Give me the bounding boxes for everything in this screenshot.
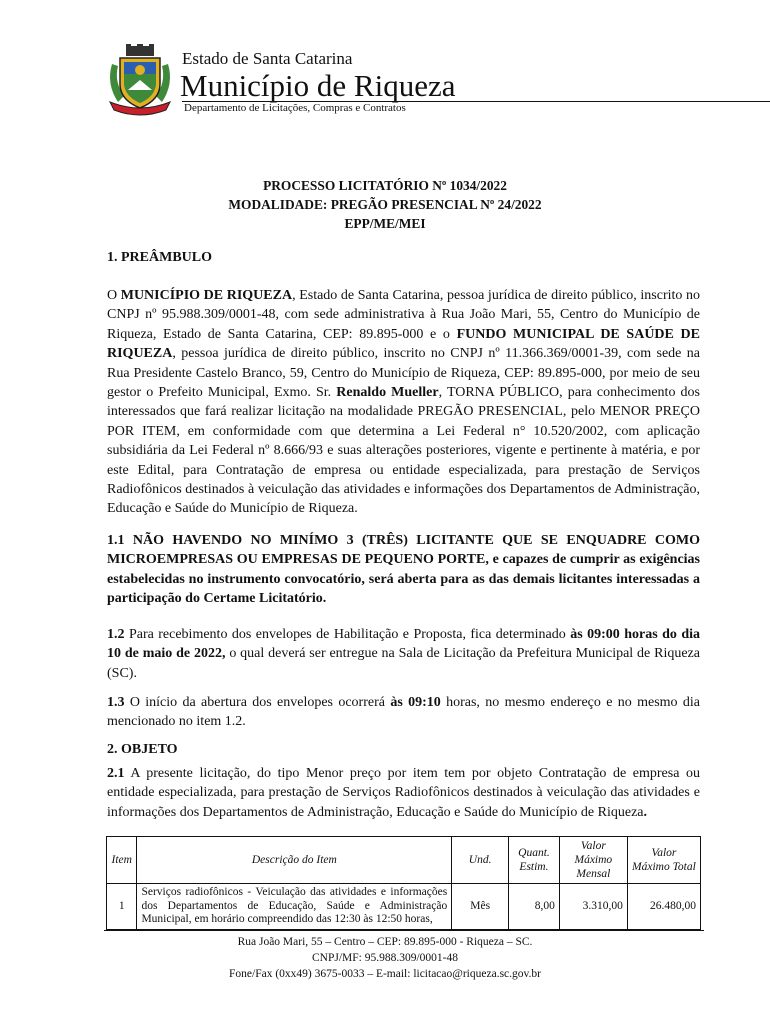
clause-2-1 [107, 764, 700, 822]
clause-1-3 [107, 693, 700, 732]
municipality-name: Município de Riqueza [180, 68, 456, 103]
process-title: PROCESSO LICITATÓRIO Nº 1034/2022 [263, 178, 507, 193]
footer-contact: Fone/Fax (0xx49) 3675-0033 – E-mail: licitacao@riqueza.sc.gov.br [229, 968, 541, 980]
health-fund-bold: FUNDO MUNICIPAL DE SAÚDE DE RIQUEZA [107, 326, 700, 362]
letterhead [104, 44, 664, 120]
delivery-datetime-bold: às 09:00 horas do dia 10 de maio de 2022, [107, 627, 700, 662]
clause-number: 1.3 [107, 695, 125, 710]
cell-description: Serviços radiofônicos - Veiculação das atividades e informações dos Departamentos de Educação, Saúde e Administração Municipal, em horário compreendido das 12:30 às 12:50 horas, [137, 884, 452, 930]
table-header-row [107, 837, 701, 884]
text-run: Para recebimento dos envelopes de Habilitação e Proposta, fica determinado [124, 627, 571, 642]
cell-unit: Mês [452, 884, 509, 930]
header-max-total: Valor Máximo Total [627, 837, 700, 884]
text-run: , Estado de Santa Catarina, pessoa jurídica de direito público, inscrito no CNPJ nº 95.988.309/0001-48, com sede administrativa à Rua João Mari, 55, Centro do Município de Riqueza, Estado de Santa Catarina, CEP: 89.895-000 e o [107, 288, 701, 342]
text-run: horas, no mesmo endereço e no mesmo dia mencionado no item 1.2. [107, 695, 700, 730]
state-name: Estado de Santa Catarina [182, 49, 353, 68]
municipality-bold: MUNICÍPIO DE RIQUEZA [120, 288, 293, 303]
text-run: O [107, 288, 121, 303]
preamble-paragraph [107, 286, 700, 519]
table-row [107, 884, 701, 930]
clause-number: 2.1 [107, 766, 125, 781]
cell-max-total: 26.480,00 [627, 884, 700, 930]
modality-title: MODALIDADE: PREGÃO PRESENCIAL Nº 24/2022 [228, 197, 542, 212]
cell-item: 1 [107, 884, 137, 930]
text-run: . [643, 804, 647, 820]
clause-number: 1.2 [107, 627, 125, 642]
header-quantity: Quant. Estim. [509, 837, 560, 884]
footer-divider [104, 930, 704, 931]
document-titles [0, 176, 770, 233]
cell-quantity: 8,00 [509, 884, 560, 930]
mayor-name-bold: Renaldo Mueller [336, 385, 439, 401]
footer-cnpj: CNPJ/MF: 95.988.309/0001-48 [311, 952, 458, 964]
items-table [106, 836, 701, 930]
text-run: A presente licitação, do tipo Menor preço por item tem por objeto Contratação de empresa ou entidade especializada, para prestação de Serviços Radiofônicos destinados à veiculação das atividades e informações dos Departamentos de Administração, Educação e Saúde do Município de Riqueza [107, 766, 700, 820]
opening-time-bold: às 09:10 [390, 695, 441, 710]
clause-1-2 [107, 625, 700, 683]
text-run: , pessoa jurídica de direito público, inscrito no CNPJ nº 11.366.369/0001-39, com sede na Rua Presidente Castelo Branco, 59, Centro do Município de Riqueza, CEP: 89.895-000, por meio de seu gestor o Prefeito Municipal, Exmo. Sr. [107, 346, 700, 401]
department-name: Departamento de Licitações, Compras e Contratos [184, 102, 406, 114]
municipal-coat-of-arms-icon [104, 44, 176, 116]
cell-max-monthly: 3.310,00 [559, 884, 627, 930]
section-2-heading: 2. OBJETO [107, 742, 178, 757]
footer [0, 934, 770, 982]
header-unit: Und. [452, 837, 509, 884]
section-1-heading: 1. PREÂMBULO [107, 250, 212, 265]
header-item: Item [107, 837, 137, 884]
header-description: Descrição do Item [137, 837, 452, 884]
footer-address: Rua João Mari, 55 – Centro – CEP: 89.895-000 - Riqueza – SC. [237, 936, 533, 948]
header-max-monthly: Valor Máximo Mensal [559, 837, 627, 884]
text-run: O início da abertura dos envelopes ocorrerá [124, 695, 391, 710]
category-title: EPP/ME/MEI [344, 216, 426, 231]
clause-1-1: 1.1 NÃO HAVENDO NO MINÍMO 3 (TRÊS) LICITANTE QUE SE ENQUADRE COMO MICROEMPRESAS OU EMPRESAS DE PEQUENO PORTE, e capazes de cumprir as exigências estabelecidas no instrumento convocatório, será aberta para as das demais licitantes interessadas a participação do Certame Licitatório. [107, 533, 700, 607]
text-run: o qual deverá ser entregue na Sala de Licitação da Prefeitura Municipal de Riqueza (SC). [107, 646, 700, 681]
text-run: , TORNA PÚBLICO, para conhecimento dos interessados que fará realizar licitação na modalidade PREGÃO PRESENCIAL, pelo MENOR PREÇO POR ITEM, em conformidade com que determina a Lei Federal n° 10.520/2002, com aplicação subsidiária da Lei Federal nº 8.666/93 e suas alterações posteriores, vigente e pertinente à matéria, e por este Edital, para Contratação de empresa ou entidade especializada, para prestação de Serviços Radiofônicos destinados à veiculação das atividades e informações dos Departamentos de Administração, Educação e Saúde do Município de Riqueza. [107, 385, 700, 517]
